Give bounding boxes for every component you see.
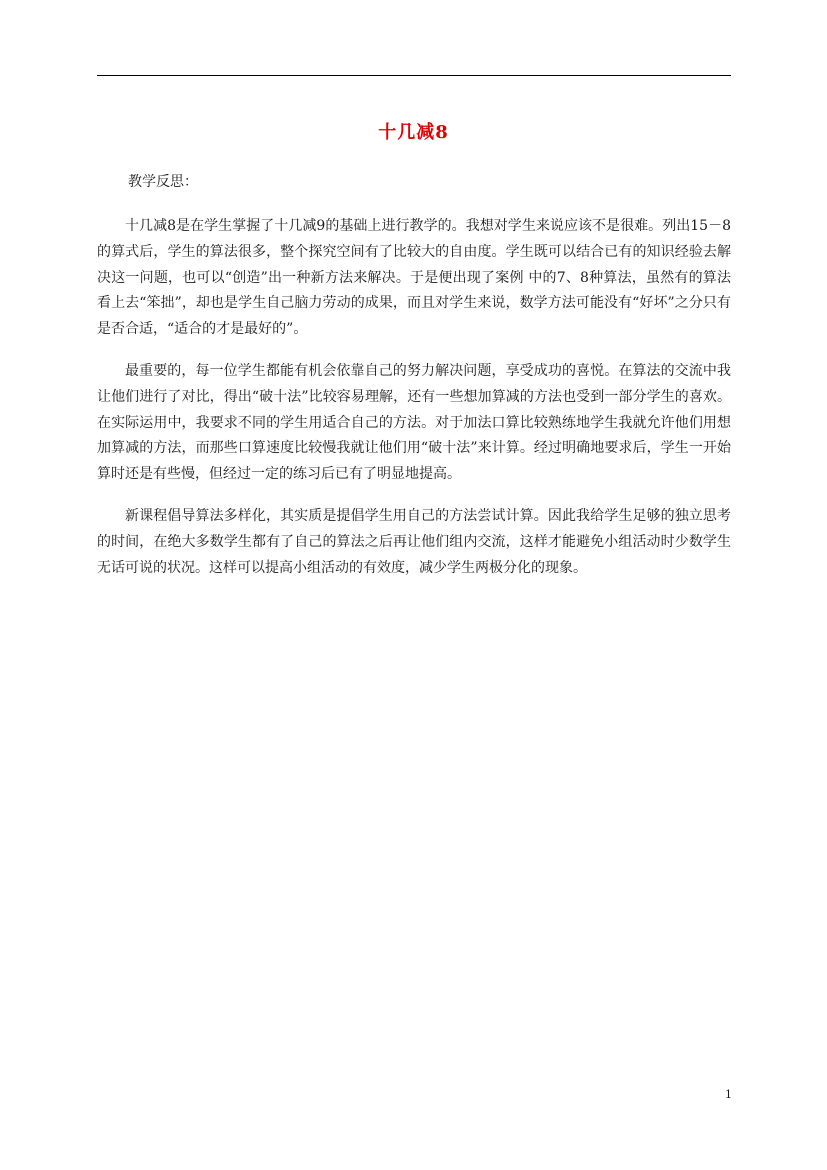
document-title: 十几减8 — [378, 122, 449, 143]
paragraph-2: 最重要的，每一位学生都能有机会依靠自己的努力解决问题，享受成功的喜悦。在算法的交流中我让他们进行了对比，得出“破十法”比较容易理解，还有一些想加算减的方法也受到一部分学生的喜欢。在实际运用中，我要求不同的学生用适合自己的方法。对于加法口算比较熟练地学生我就允许他们用想加算减的方法，而那些口算速度比较慢我就让他们用“破十法”来计算。经过明确地要求后，学生一开始算时还是有些慢，但经过一定的练习后已有了明显地提高。 — [97, 362, 731, 483]
document-body — [97, 214, 731, 597]
header-rule — [97, 75, 731, 76]
section-label: 教学反思： — [128, 174, 198, 190]
page-number: 1 — [725, 1088, 732, 1101]
paragraph-1: 十几减8是在学生掌握了十几减9的基础上进行教学的。我想对学生来说应该不是很难。列出15－8的算式后，学生的算法很多，整个探究空间有了比较大的自由度。学生既可以结合已有的知识经验去解决这一问题，也可以“创造”出一种新方法来解决。于是便出现了案例 中的7、8种算法，虽然有的算法看上去“笨拙”，却也是学生自己脑力劳动的成果，而且对学生来说，数学方法可能没有“好坏”之分只有是否合适，“适合的才是最好的”。 — [97, 218, 731, 338]
paragraph-3: 新课程倡导算法多样化，其实质是提倡学生用自己的方法尝试计算。因此我给学生足够的独立思考的时间，在绝大多数学生都有了自己的算法之后再让他们组内交流，这样才能避免小组活动时少数学生无话可说的状况。这样可以提高小组活动的有效度，减少学生两极分化的现象。 — [97, 507, 731, 576]
